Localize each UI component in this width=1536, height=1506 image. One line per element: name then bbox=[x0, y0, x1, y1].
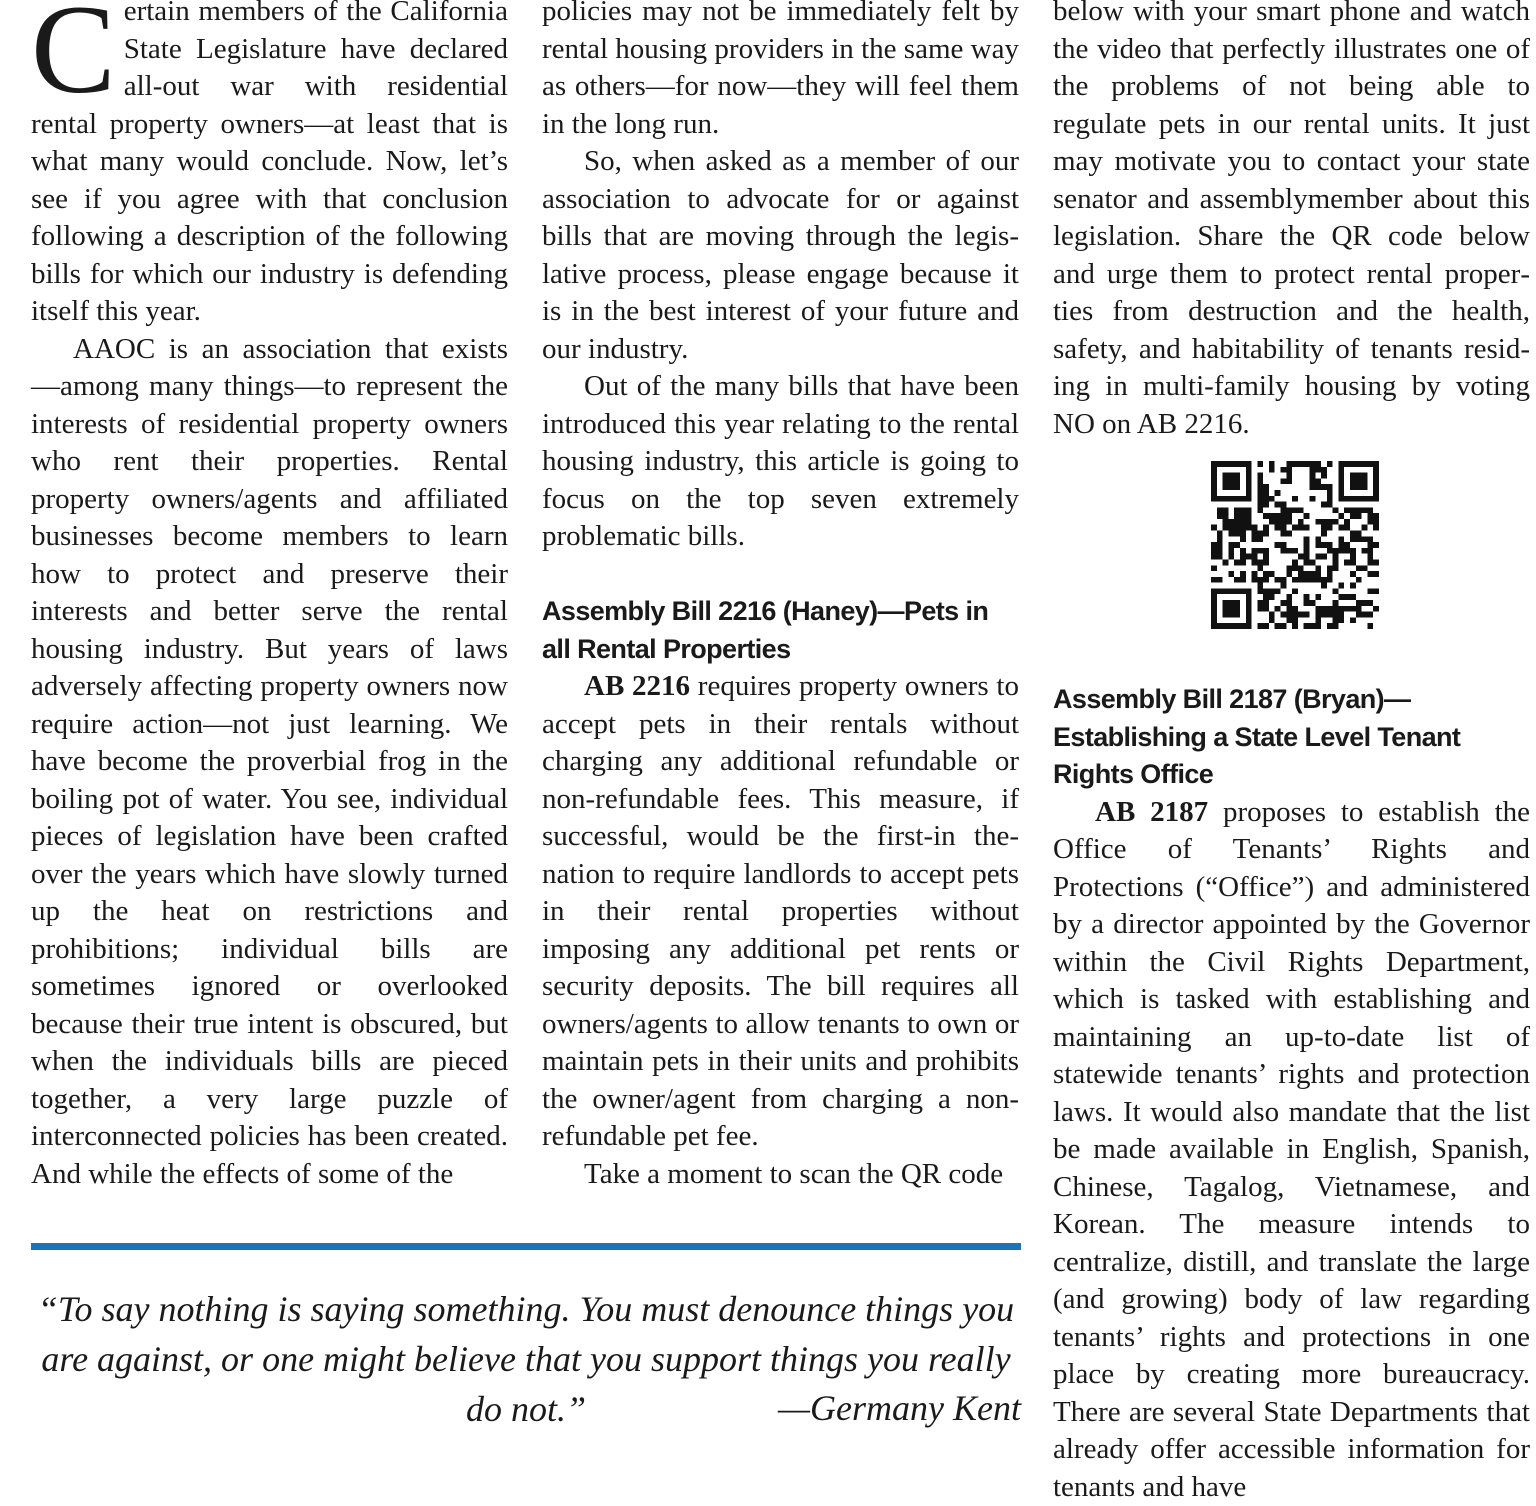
ab2216-text: requires property owners to accept pets in their rentals without charging any additional refundable or non-refundable fees. This measure, if successful, would be the first-in the-nation to require landlords to accept pets in their rental properties without imposing any additional pet rents or security deposits. The bill requires all owners/agents to allow tenants to own or maintain pets in their units and prohibits the owner/agent from charging a non-refundable pet fee. bbox=[542, 670, 1019, 1152]
spacer bbox=[1053, 629, 1530, 681]
column-1 bbox=[31, 0, 508, 1193]
scan-qr-paragraph: Take a moment to scan the QR code bbox=[542, 1156, 1019, 1194]
advocate-paragraph: So, when asked as a member of our association to advocate for or against bills that are moving through the legislative process, please engage because it is in the best interest of your future and our industry. bbox=[542, 143, 1019, 368]
ab2187-heading: Assembly Bill 2187 (Bryan)—Establishing a State Level Tenant Rights Office bbox=[1053, 681, 1530, 794]
ab2216-lead: AB 2216 bbox=[584, 670, 690, 702]
intro-paragraph bbox=[31, 0, 508, 331]
ab2187-text: proposes to establish the Office of Tenants’ Rights and Protections (“Office”) and administered by a director appointed by the Governor within the Civil Rights Department, which is tasked with establishing and maintaining an up-to-date list of statewide tenants’ rights and protection laws. It would also mandate that the list be made available in English, Spanish, Chinese, Tagalog, Vietnamese, and Korean. The measure intends to centralize, distill, and translate the large (and growing) body of law regarding tenants’ rights and protections in one place by creating more bureaucracy. There are several State Departments that already offer accessible information for tenants and have bbox=[1053, 796, 1530, 1503]
ab2187-lead: AB 2187 bbox=[1095, 796, 1208, 828]
policies-paragraph: policies may not be immediately felt by rental housing providers in the same way as others—for now—they will feel them in the long run. bbox=[542, 0, 1019, 143]
pullquote-attribution: —Germany Kent bbox=[500, 1386, 1021, 1430]
qr-instructions-paragraph: below with your smart phone and watch the video that perfectly illustrates one of the problems of not being able to regulate pets in our rental units. It just may motivate you to contact your state senator and assemblymember about this legislation. Share the QR code below and urge them to protect rental properties from destruction and the health, safety, and habitability of tenants residing in multi-family housing by voting NO on AB 2216. bbox=[1053, 0, 1530, 443]
pullquote-text: “To say nothing is saying something. You must denounce things you are against, or one might believe that you support things you really do not.” bbox=[31, 1284, 1021, 1434]
aaoc-paragraph: AAOC is an association that exists —among many things—to represent the interests of residential property owners who rent their properties. Rental property owners/agents and affiliated businesses become members to learn how to protect and preserve their interests and better serve the rental housing industry. But years of laws adversely affecting property owners now require action—not just learning. We have become the proverbial frog in the boiling pot of water. You see, individual pieces of legislation have been crafted over the years which have slowly turned up the heat on restrictions and prohibitions; individual bills are sometimes ignored or overlooked because their true intent is obscured, but when the individuals bills are pieced together, a very large puzzle of interconnected policies has been created. And while the effects of some of the bbox=[31, 331, 508, 1194]
column-2 bbox=[542, 0, 1019, 1193]
column-3 bbox=[1053, 0, 1530, 1506]
qr-code-icon[interactable] bbox=[1211, 461, 1379, 629]
ab2216-heading: Assembly Bill 2216 (Haney)—Pets in all Rental Properties bbox=[542, 593, 1019, 668]
ab2216-paragraph bbox=[542, 668, 1019, 1156]
pullquote-rule bbox=[31, 1243, 1021, 1250]
spacer bbox=[542, 556, 1019, 594]
focus-paragraph: Out of the many bills that have been introduced this year relating to the rental housing industry, this article is going to focus on the top seven extremely problematic bills. bbox=[542, 368, 1019, 556]
ab2187-paragraph bbox=[1053, 794, 1530, 1506]
intro-text: ertain members of the California State Legislature have declared all-out war with residential rental property owners—at least that is what many would conclude. Now, let’s see if you agree with that conclusion following a description of the following bills for which our industry is defending itself this year. bbox=[31, 0, 508, 327]
drop-cap: C bbox=[31, 1, 116, 97]
